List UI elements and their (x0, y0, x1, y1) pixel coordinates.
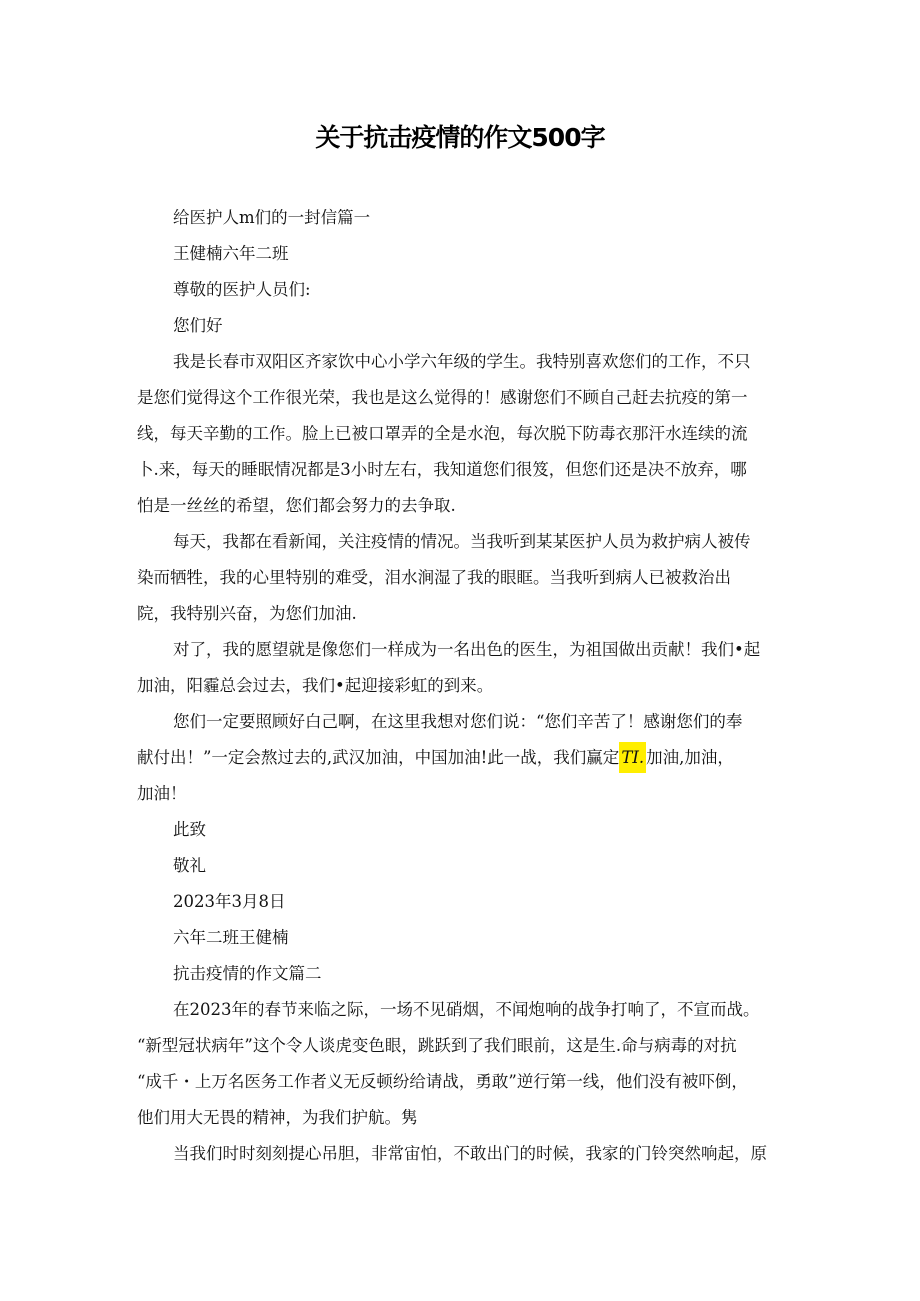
paragraph-line: 当我们时时刻刻提心吊胆，非常宙怕，不敢出门的时候，我家的门铃突然响起，原 (173, 1144, 767, 1163)
paragraph-line (137, 740, 783, 776)
paragraph-line: 怕是一丝丝的希望，您们都会努力的去争取. (137, 496, 456, 515)
salutation: 尊敬的医护人员们: (173, 280, 311, 299)
paragraph-line: 是您们觉得这个工作很光荣，我也是这么觉得的！感谢您们不顾自己赶去抗疫的第一 (137, 388, 748, 407)
paragraph-line: 对了，我的愿望就是像您们一样成为一名出色的医生，为祖国做出贡献！我们•起 (173, 640, 761, 659)
closing-line: 敬礼 (173, 856, 206, 875)
paragraph-line: “成千・上万名医务工作者义无反顿纷给请战，勇敢”逆行第一线，他们没有被吓倒， (137, 1072, 748, 1091)
paragraph-line: 卜.来，每天的睡眠情况都是3小时左右，我知道您们很笈，但您们还是决不放弃，哪 (137, 460, 747, 479)
paragraph-line: 他们用大无畏的精神，为我们护航。隽 (137, 1108, 418, 1127)
paragraph-line: 加油！ (137, 784, 187, 803)
line-text: 献付出！”一定会熬过去的,武汉加油，中国加油!此一战，我们赢定 (137, 748, 620, 767)
paragraph-line: 您们一定要照顾好白己啊，在这里我想对您们说：“您们辛苦了！感谢您们的奉 (173, 712, 743, 731)
paragraph-line: 线，每天辛勤的工作。脸上已被口罩弄的全是水泡，每次脱下防毒衣那汗水连续的流 (137, 424, 748, 443)
paragraph-line: 加油，阳霾总会过去，我们•起迎接彩虹的到来。 (137, 676, 494, 695)
closing-line: 此致 (173, 820, 206, 839)
line-tail: 加油,加油， (646, 748, 734, 767)
document-body (137, 200, 783, 1172)
signature-line: 六年二班王健楠 (173, 928, 289, 947)
paragraph-line: 院，我特别兴奋，为您们加油. (137, 604, 357, 623)
section-heading: 给医护人m们的一封信篇一 (173, 208, 371, 227)
paragraph-line: 在2023年的春节来临之际，一场不见硝烟，不闻炮响的战争打响了，不宣而战。 (173, 1000, 760, 1019)
paragraph-line: “新型冠状病年”这个令人谈虎变色眼，跳跃到了我们眼前，这是生.命与病毒的对抗 (137, 1036, 737, 1055)
highlighted-text: TI. (619, 742, 646, 773)
section-heading: 抗击疫情的作文篇二 (173, 964, 322, 983)
date-line: 2023年3月8日 (173, 892, 286, 911)
paragraph-line: 染而牺牲，我的心里特别的难受，泪水涧湿了我的眼眶。当我听到病人已被救治出 (137, 568, 731, 587)
document-title: 关于抗击疫情的作文500字 (315, 123, 605, 152)
paragraph-line: 每天，我都在看新闻，关注疫情的情况。当我听到某某医护人员为救护病人被传 (173, 532, 751, 551)
greeting: 您们好 (173, 316, 223, 335)
author-line: 王健楠六年二班 (173, 244, 289, 263)
paragraph-line: 我是长春市双阳区齐家饮中心小学六年级的学生。我特别喜欢您们的工作，不只 (173, 352, 751, 371)
